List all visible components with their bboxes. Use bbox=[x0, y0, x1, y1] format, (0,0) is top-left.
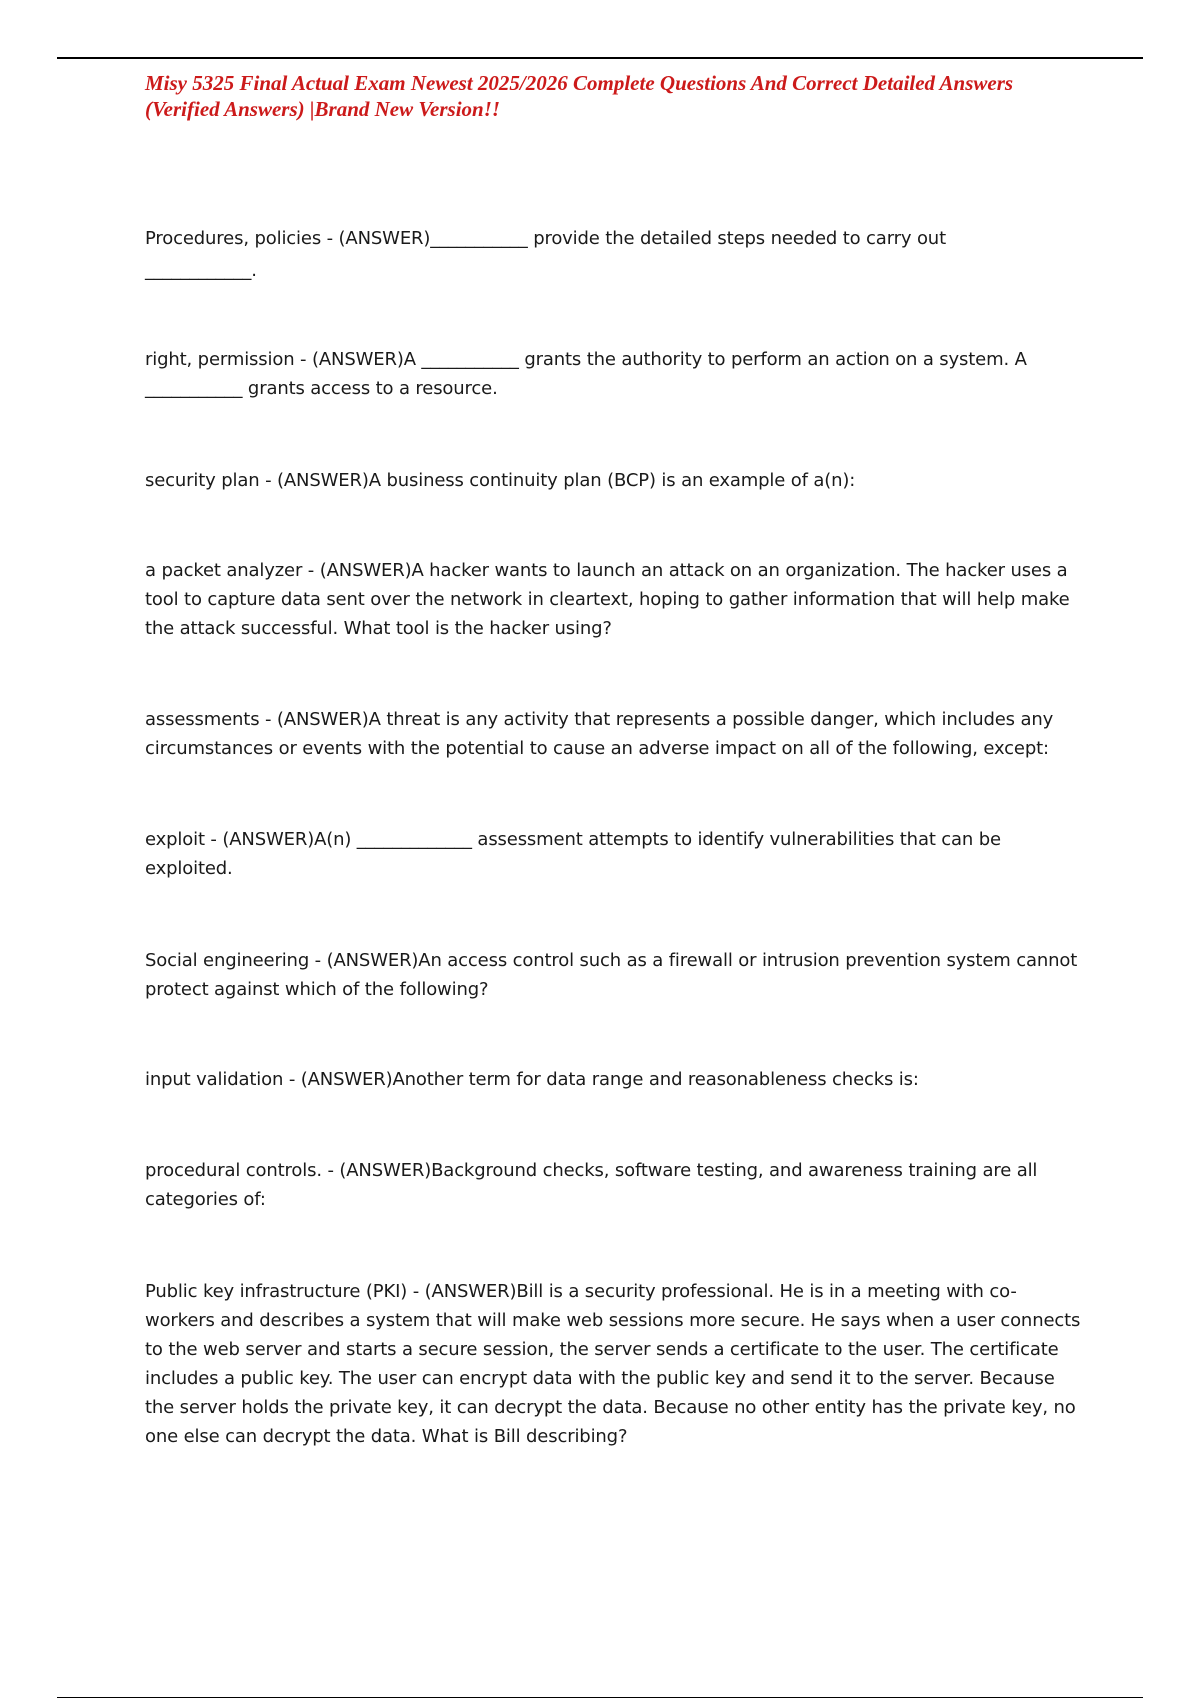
qa-line: categories of: bbox=[145, 1189, 266, 1210]
title-line-2: (Verified Answers) |Brand New Version!! bbox=[145, 97, 501, 121]
qa-item-input-validation bbox=[145, 1065, 1095, 1094]
qa-line: circumstances or events with the potential to cause an adverse impact on all of the following, except: bbox=[145, 738, 1049, 759]
qa-line: protect against which of the following? bbox=[145, 979, 489, 1000]
qa-line: the attack successful. What tool is the hacker using? bbox=[145, 618, 612, 639]
document-title bbox=[145, 70, 1085, 122]
qa-line: Social engineering - (ANSWER)An access control such as a firewall or intrusion prevention system cannot bbox=[145, 950, 1078, 971]
qa-line: includes a public key. The user can encrypt data with the public key and send it to the server. Because bbox=[145, 1368, 1055, 1389]
title-line-1: Misy 5325 Final Actual Exam Newest 2025/2026 Complete Questions And Correct Detailed Answers bbox=[145, 71, 1014, 95]
qa-line: ____________. bbox=[145, 260, 257, 281]
qa-item-right-permission bbox=[145, 345, 1095, 403]
qa-line: exploited. bbox=[145, 858, 233, 879]
qa-line: right, permission - (ANSWER)A ___________ grants the authority to perform an action on a system. A bbox=[145, 349, 1027, 370]
qa-line: one else can decrypt the data. What is Bill describing? bbox=[145, 1426, 628, 1447]
qa-line: procedural controls. - (ANSWER)Background checks, software testing, and awareness training are all bbox=[145, 1160, 1038, 1181]
qa-line: input validation - (ANSWER)Another term for data range and reasonableness checks is: bbox=[145, 1069, 919, 1090]
qa-item-packet-analyzer bbox=[145, 556, 1095, 643]
qa-line: Public key infrastructure (PKI) - (ANSWER)Bill is a security professional. He is in a meeting with co- bbox=[145, 1281, 1017, 1302]
qa-line: ___________ grants access to a resource. bbox=[145, 378, 498, 399]
qa-item-pki bbox=[145, 1277, 1095, 1451]
top-rule bbox=[57, 57, 1143, 59]
qa-item-assessments bbox=[145, 705, 1095, 763]
qa-line: to the web server and starts a secure session, the server sends a certificate to the user. The certificate bbox=[145, 1339, 1059, 1360]
qa-line: security plan - (ANSWER)A business continuity plan (BCP) is an example of a(n): bbox=[145, 470, 856, 491]
qa-item-procedural-controls bbox=[145, 1156, 1095, 1214]
qa-line: exploit - (ANSWER)A(n) _____________ assessment attempts to identify vulnerabilities that can be bbox=[145, 829, 1001, 850]
bottom-rule bbox=[57, 1697, 1143, 1698]
qa-line: tool to capture data sent over the network in cleartext, hoping to gather information that will help make bbox=[145, 589, 1070, 610]
qa-item-security-plan bbox=[145, 466, 1095, 495]
qa-line: the server holds the private key, it can decrypt the data. Because no other entity has the private key, no bbox=[145, 1397, 1076, 1418]
qa-item-social-engineering bbox=[145, 946, 1095, 1004]
qa-line: Procedures, policies - (ANSWER)___________ provide the detailed steps needed to carry out bbox=[145, 228, 946, 249]
qa-line: workers and describes a system that will make web sessions more secure. He says when a user connects bbox=[145, 1310, 1081, 1331]
qa-item-procedures bbox=[145, 224, 1095, 285]
qa-item-exploit bbox=[145, 825, 1095, 883]
qa-line: assessments - (ANSWER)A threat is any activity that represents a possible danger, which includes any bbox=[145, 709, 1054, 730]
qa-line: a packet analyzer - (ANSWER)A hacker wants to launch an attack on an organization. The hacker uses a bbox=[145, 560, 1068, 581]
